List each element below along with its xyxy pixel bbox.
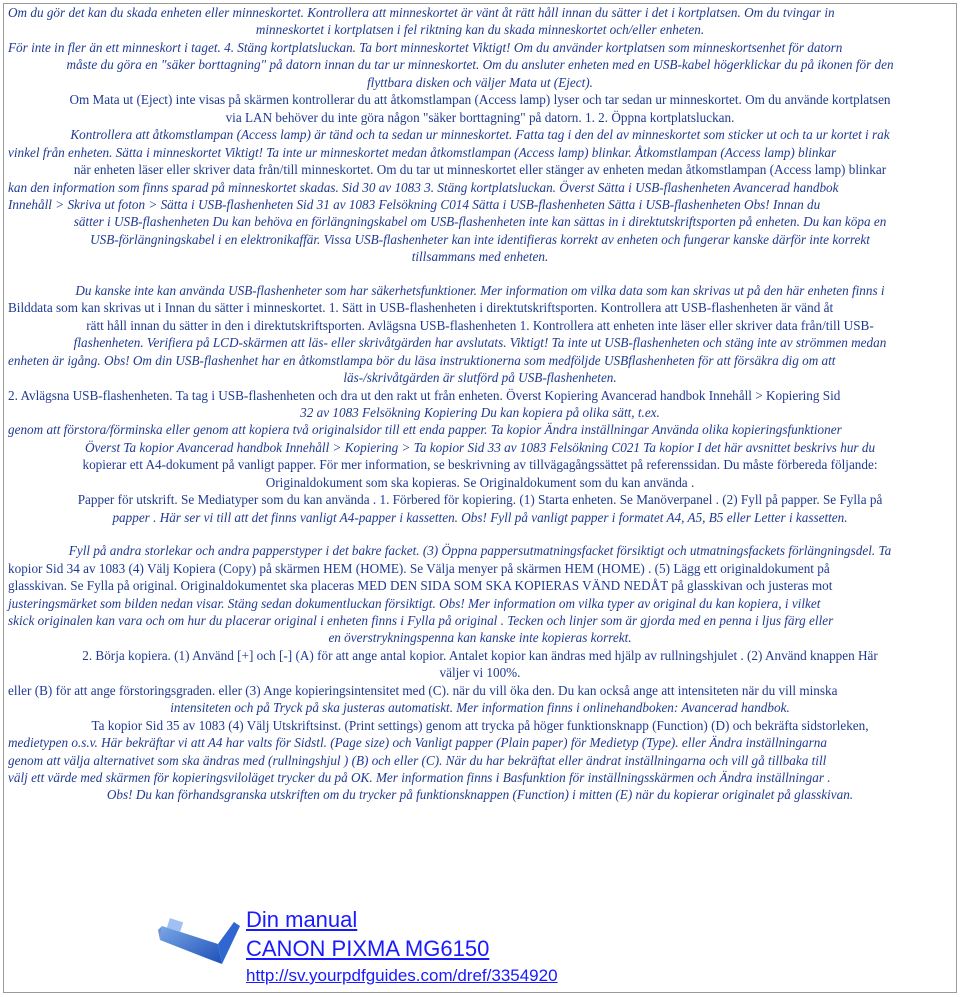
text-line: 2. Börja kopiera. (1) Använd [+] och [-] (A) för att ange antal kopior. Antalet kopior kan ändras med hjälp av rullningshjulet . (2) Använd knappen Här (82, 647, 878, 663)
spacer (6, 534, 954, 542)
text-line: 2. Avlägsna USB-flashenheten. Ta tag i USB-flashenheten och dra ut den rakt ut från enheten. Överst Kopiering Avancerad handbok Innehåll > Kopiering Sid (8, 387, 841, 403)
text-line: när enheten läser eller skriver data från/till minneskortet. Om du tar ut minneskortet eller stänger av enheten medan åtkomstlampan (Access lamp) blinkar (73, 162, 887, 178)
text-line: tillsammans med enheten. (411, 249, 549, 265)
text-line: genom att förstora/förminska eller genom att kopiera två originalsidor till ett enda papper. Ta kopior Ändra inställningar Använda olika kopieringsfunktioner (8, 422, 842, 438)
text-line: intensiteten och på Tryck på ska justeras automatiskt. Mer information finns i onlinehandboken: Avancerad handbok. (170, 700, 790, 716)
text-line: rätt håll innan du sätter in den i direktutskriftsporten. Avlägsna USB-flashenheten 1. Kontrollera att enheten inte läser eller skriver data från/till USB- (86, 317, 874, 333)
text-line: Originaldokument som ska kopieras. Se Originaldokument som du kan använda . (265, 474, 695, 490)
text-line: USB-förlängningskabel i en elektronikaffär. Vissa USB-flashenheter kan inte identifieras korrekt av enheten och fungerar kanske därför inte korrekt (90, 231, 870, 247)
text-line: måste du göra en "säker borttagning" på datorn innan du tar ur minneskortet. Om du ansluter enheten med en USB-kabel högerklickar du på ikonen för den (66, 57, 894, 73)
text-line: Kontrollera att åtkomstlampan (Access lamp) är tänd och ta sedan ur minneskortet. Fatta tag i den del av minneskortet som sticker ut och ta ur kortet i rak (70, 127, 890, 143)
text-line: glasskivan. Se Fylla på original. Originaldokumentet ska placeras MED DEN SIDA SOM SKA KOPIERAS VÄND NEDÅT på glasskivan och justeras mot (8, 578, 833, 594)
text-line: 32 av 1083 Felsökning Kopiering Du kan kopiera på olika sätt, t.ex. (300, 404, 660, 420)
text-line: enheten är igång. Obs! Om din USB-flashenhet har en åtkomstlampa bör du läsa instruktionerna som medföljde USBflashenheten för att försäkra dig om att (8, 352, 836, 368)
text-line: Du kanske inte kan använda USB-flashenheter som har säkerhetsfunktioner. Mer information om vilka data som kan skrivas ut på den här enheten finns i (75, 282, 885, 298)
text-line: välj ett värde med skärmen för kopieringsviloläget trycker du på OK. Mer information finns i Basfunktion för inställningsskärmen och Ändra inställningar . (8, 770, 831, 786)
text-line: papper . Här ser vi till att det finns vanligt A4-papper i kassetten. Obs! Fyll på vanligt papper i formatet A4, A5, B5 eller Letter i kassetten. (112, 509, 848, 525)
text-line: Bilddata som kan skrivas ut i Innan du sätter i minneskortet. 1. Sätt in USB-flashenheten i direktutskriftsporten. Kontrollera att USB-flashenheten är vänd åt (8, 300, 834, 316)
document-page (3, 3, 957, 993)
text-line: väljer vi 100%. (439, 665, 521, 681)
text-line: medietypen o.s.v. Här bekräftar vi att A4 har valts för Sidstl. (Page size) och Vanligt papper (Plain paper) för Medietyp (Type). eller Ändra inställningarna (8, 735, 827, 751)
document-body (6, 4, 954, 804)
text-line: sätter i USB-flashenheten Du kan behöva en förlängningskabel om USB-flashenheten inte kan sättas in i direktutskriftsporten på enheten. Du kan köpa en (73, 214, 887, 230)
url-link[interactable]: http://sv.yourpdfguides.com/dref/3354920 (246, 966, 558, 985)
text-line: kan den information som finns sparad på minneskortet skadas. Sid 30 av 1083 3. Stäng kortplatsluckan. Överst Sätta i USB-flashenheten Avancerad handbok (8, 179, 839, 195)
text-line: kopior Sid 34 av 1083 (4) Välj Kopiera (Copy) på skärmen HEM (HOME). Se Välja menyer på skärmen HEM (HOME) . (5) Lägg ett originaldokument på (8, 560, 830, 576)
text-line: en överstrykningspenna kan kanske inte kopieras korrekt. (328, 630, 632, 646)
footer (156, 900, 676, 990)
text-line: kopierar ett A4-dokument på vanligt papper. För mer information, se beskrivning av tillvägagångssättet på referenssidan. Du måste förbereda följande: (82, 457, 878, 473)
spacer (6, 526, 954, 534)
text-line: Ta kopior Sid 35 av 1083 (4) Välj Utskriftsinst. (Print settings) genom att trycka på höger funktionsknapp (Function) (D) och bekräfta sidstorleken, (91, 717, 869, 733)
footer-links (246, 906, 558, 988)
product-link[interactable]: CANON PIXMA MG6150 (246, 936, 490, 961)
text-line: via LAN behöver du inte göra någon "säker borttagning" på datorn. 1. 2. Öppna kortplatsluckan. (225, 109, 735, 125)
text-line: genom att välja alternativet som ska ändras med (rullningshjul ) (B) och eller (C). När du har bekräftat eller ändrat inställningarna och vill gå tillbaka till (8, 752, 827, 768)
text-line: justeringsmärket som bilden nedan visar. Stäng sedan dokumentluckan försiktigt. Obs! Mer information om vilka typer av original du kan kopiera, i vilket (8, 595, 821, 611)
text-line: flashenheten. Verifiera på LCD-skärmen att läs- eller skrivåtgärden har avslutats. Viktigt! Ta inte ut USB-flashenheten och stäng inte av strömmen medan (73, 335, 887, 351)
text-line: Papper för utskrift. Se Mediatyper som du kan använda . 1. Förbered för kopiering. (1) Starta enheten. Se Manöverpanel . (2) Fyll på papper. Se Fylla på (77, 492, 883, 508)
spacer (6, 266, 954, 274)
text-line: Fyll på andra storlekar och andra papperstyper i det bakre facket. (3) Öppna pappersutmatningsfacket försiktigt och utmatningsfackets förlängningsdel. Ta (68, 543, 892, 559)
text-line: Om Mata ut (Eject) inte visas på skärmen kontrollerar du att åtkomstlampan (Access lamp) lyser och tar sedan ur minneskortet. Om du använde kortplatsen (69, 92, 891, 108)
text-line: vinkel från enheten. Sätta i minneskortet Viktigt! Ta inte ur minneskortet medan åtkomstlampan (Access lamp) blinkar. Åtkomstlampan (Access lamp) blinkar (8, 144, 837, 160)
text-line: läs-/skrivåtgärden är slutförd på USB-flashenheten. (343, 370, 617, 386)
pencil-logo-icon (156, 900, 246, 980)
text-line: flyttbara disken och väljer Mata ut (Eject). (367, 74, 593, 90)
text-line: skick originalen kan vara och om hur du placerar original i enheten finns i Fylla på original . Tecken och linjer som är gjorda med en penna i ljus färg eller (8, 612, 834, 628)
spacer (6, 274, 954, 282)
text-line: eller (B) för att ange förstoringsgraden. eller (3) Ange kopieringsintensitet med (C). när du vill öka den. Du kan också ange att intensiteten när du vill minska (8, 682, 838, 698)
text-line: Obs! Du kan förhandsgranska utskriften om du trycker på funktionsknappen (Function) i mitten (E) när du kopierar originalet på glasskivan. (106, 787, 854, 803)
text-line: För inte in fler än ett minneskort i taget. 4. Stäng kortplatsluckan. Ta bort minneskortet Viktigt! Om du använder kortplatsen som minneskortsenhet för datorn (8, 39, 843, 55)
manual-link[interactable]: Din manual (246, 907, 358, 932)
text-line: Överst Ta kopior Avancerad handbok Innehåll > Kopiering > Ta kopior Sid 33 av 1083 Felsökning C021 Ta kopior I det här avsnittet beskrivs hur du (84, 439, 876, 455)
text-line: Innehåll > Skriva ut foton > Sätta i USB-flashenheten Sid 31 av 1083 Felsökning C014 Sätta i USB-flashenheten Sätta i USB-flashenheten Obs! Innan du (8, 196, 821, 212)
text-line: minneskortet i kortplatsen i fel riktning kan du skada minneskortet och/eller enheten. (255, 22, 705, 38)
text-line: Om du gör det kan du skada enheten eller minneskortet. Kontrollera att minneskortet är vänt åt rätt håll innan du sätter i det i kortplatsen. Om du tvingar in (8, 5, 835, 20)
